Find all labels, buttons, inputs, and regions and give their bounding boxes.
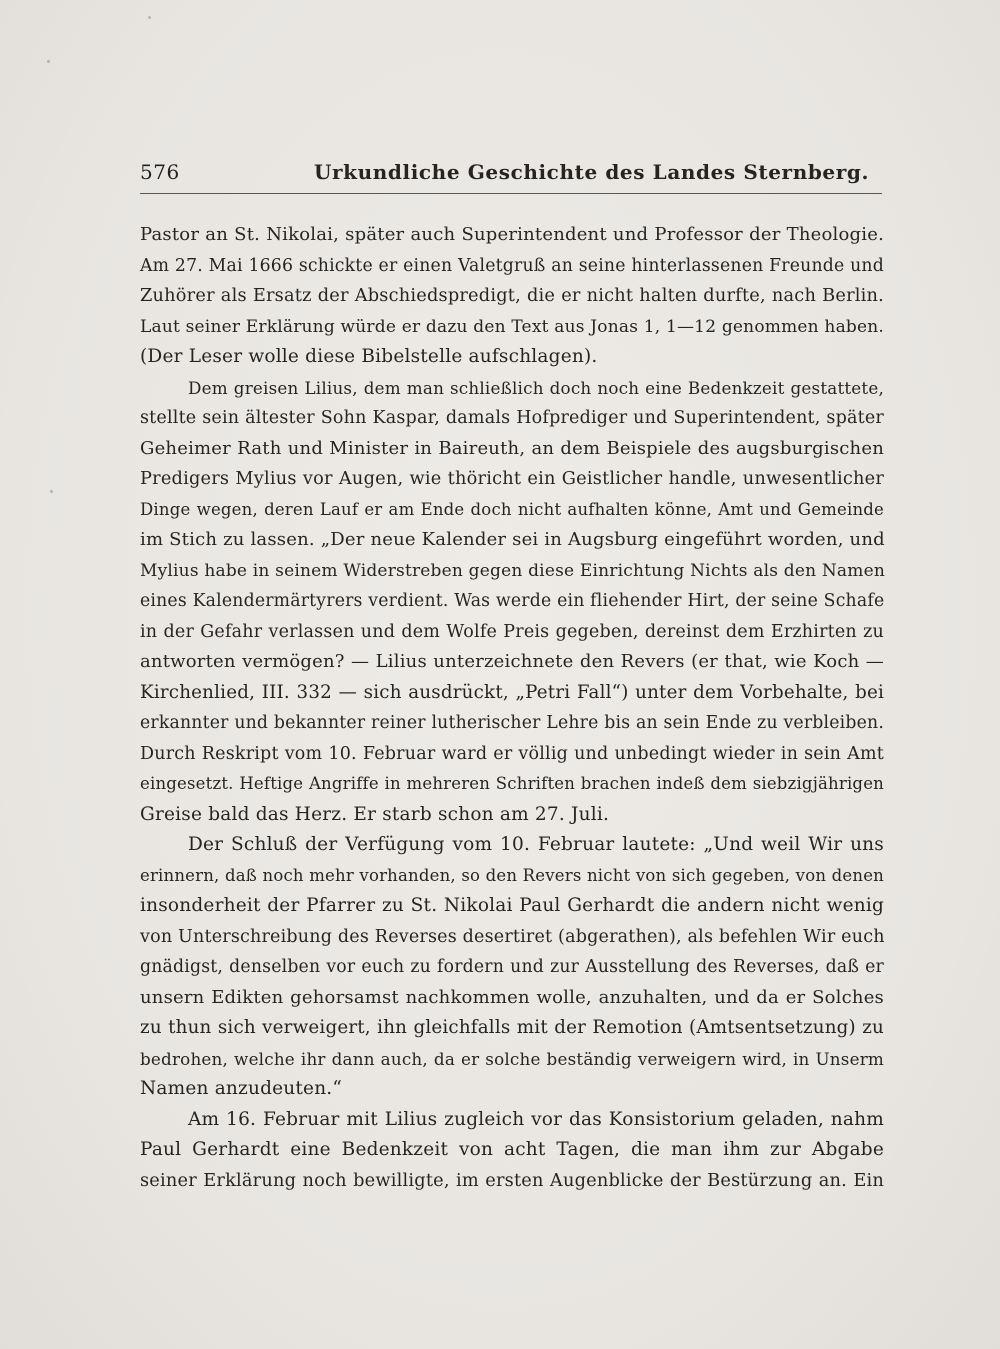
running-title: Urkundliche Geschichte des Landes Sternberg.: [314, 160, 870, 184]
text-line: erinnern, daß noch mehr vorhanden, so den Revers nicht von sich gegeben, von denen: [140, 865, 884, 885]
text-line: Dinge wegen, deren Lauf er am Ende doch nicht aufhalten könne, Amt und Gemeinde: [140, 499, 884, 519]
text-line: eines Kalendermärtyrers verdient. Was werde ein fliehender Hirt, der seine Schafe: [140, 591, 885, 612]
text-line: Durch Reskript vom 10. Februar ward er völlig und unbedingt wieder in sein Amt: [140, 743, 884, 764]
text-line: seiner Erklärung noch bewilligte, im ersten Augenblicke der Bestürzung an. Ein: [140, 1170, 884, 1191]
text-line: Namen anzudeuten.“: [140, 1078, 343, 1100]
text-line: in der Gefahr verlassen und dem Wolfe Preis gegeben, dereinst dem Erzhirten zu: [140, 621, 884, 642]
header-rule: [140, 193, 882, 194]
text-line: stellte sein ältester Sohn Kaspar, damals Hofprediger und Superintendent, später: [140, 408, 884, 429]
text-line: Geheimer Rath und Minister in Baireuth, an dem Beispiele des augsburgischen: [140, 437, 884, 459]
text-line: insonderheit der Pfarrer zu St. Nikolai Paul Gerhardt die andern nicht wenig: [140, 895, 884, 917]
text-line: Am 16. Februar mit Lilius zugleich vor das Konsistorium geladen, nahm: [188, 1108, 884, 1130]
text-line: antworten vermögen? — Lilius unterzeichnete den Revers (er that, wie Koch —: [140, 651, 884, 673]
page-number: 576: [140, 160, 180, 184]
paper-speck: [148, 16, 151, 19]
text-line: Der Schluß der Verfügung vom 10. Februar lautete: „Und weil Wir uns: [188, 834, 884, 856]
text-line: Paul Gerhardt eine Bedenkzeit von acht Tagen, die man ihm zur Abgabe: [140, 1139, 884, 1161]
text-line: Predigers Mylius vor Augen, wie thöricht ein Geistlicher handle, unwesentlicher: [140, 469, 884, 490]
text-line: (Der Leser wolle diese Bibelstelle aufschlagen).: [140, 346, 598, 368]
running-header: [140, 160, 882, 190]
text-line: Pastor an St. Nikolai, später auch Superintendent und Professor der Theologie.: [140, 224, 884, 245]
body-text: [140, 220, 884, 1197]
text-line: Laut seiner Erklärung würde er dazu den Text aus Jonas 1, 1—12 genommen haben.: [140, 316, 884, 337]
text-line: Am 27. Mai 1666 schickte er einen Valetgruß an seine hinterlassenen Freunde und: [140, 255, 884, 276]
text-line: eingesetzt. Heftige Angriffe in mehreren Schriften brachen indeß dem siebzigjährigen: [140, 774, 884, 794]
text-line: bedrohen, welche ihr dann auch, da er solche beständig verweigern wird, in Unserm: [140, 1048, 884, 1069]
text-line: von Unterschreibung des Reverses desertiret (abgerathen), als befehlen Wir euch: [140, 926, 885, 947]
text-line: Kirchenlied, III. 332 — sich ausdrückt, „Petri Fall“) unter dem Vorbehalte, bei: [140, 681, 884, 703]
text-line: gnädigst, denselben vor euch zu fordern und zur Ausstellung des Reverses, daß er: [140, 957, 884, 978]
text-line: Greise bald das Herz. Er starb schon am 27. Juli.: [140, 803, 610, 825]
paper-speck: [50, 490, 53, 493]
text-line: im Stich zu lassen. „Der neue Kalender sei in Augsburg eingeführt worden, und: [140, 529, 885, 551]
text-line: Zuhörer als Ersatz der Abschiedspredigt, die er nicht halten durfte, nach Berlin.: [140, 286, 884, 307]
text-line: zu thun sich verweigert, ihn gleichfalls mit der Remotion (Amtsentsetzung) zu: [140, 1017, 884, 1039]
text-line: erkannter und bekannter reiner lutherischer Lehre bis an sein Ende zu verbleiben.: [140, 713, 884, 734]
paper-speck: [47, 60, 50, 63]
text-line: unsern Edikten gehorsamst nachkommen wolle, anzuhalten, und da er Solches: [140, 986, 884, 1008]
text-line: Dem greisen Lilius, dem man schließlich doch noch eine Bedenkzeit gestattete,: [188, 377, 884, 398]
text-line: Mylius habe in seinem Widerstreben gegen diese Einrichtung Nichts als den Namen: [140, 560, 885, 581]
